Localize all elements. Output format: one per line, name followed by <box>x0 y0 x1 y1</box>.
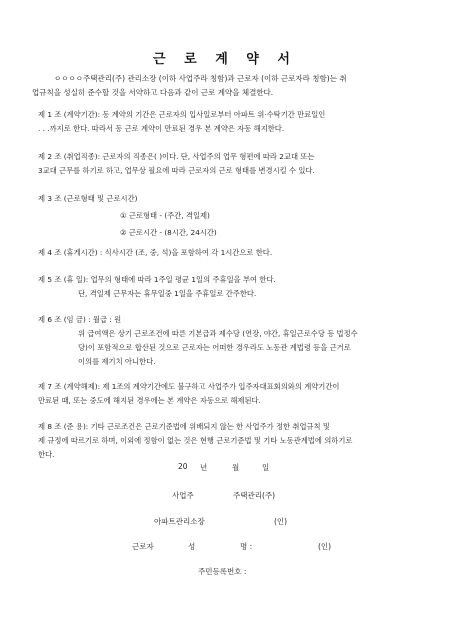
article-subline: 당)이 포함적으로 합산된 것으로 근로자는 어떠한 경우라도 노동관 계법령 등을 근거로 <box>78 343 351 352</box>
employer-value: 주택관리(주) <box>233 491 276 500</box>
article-subline: 위 급여액은 상기 근로조건에 따른 기본급과 제수당 (연장, 야간, 휴일근로수당 등 법정수 <box>78 329 358 338</box>
work-hours-option: ② 근로시간 - (8시간, 24시간) <box>120 228 217 237</box>
id-number-label: 주민등록번호 : <box>198 567 247 576</box>
date-day-unit: 일 <box>262 463 270 472</box>
article-5 <box>38 273 426 301</box>
article-7 <box>38 380 426 408</box>
article-subline: 단, 격일제 근무자는 휴무일중 1일을 주휴일로 간주한다. <box>78 289 257 298</box>
article-line: 제 6 조 (임 금) : 월급 : 원 <box>38 315 122 324</box>
article-line: 만료된 때, 또는 중도에 해지된 경우에는 본 계약은 자동으로 해제된다. <box>38 396 261 405</box>
article-8 <box>38 420 426 462</box>
date-month-unit: 월 <box>232 463 240 472</box>
article-line: 제 규정에 따르기로 하며, 이외에 정함이 없는 것은 현행 근로기준법 및 기타 노동관계법에 의하기로 <box>38 436 353 445</box>
worker-seal: (인) <box>318 542 332 551</box>
manager-seal: (인) <box>274 517 288 526</box>
article-3 <box>38 192 426 240</box>
article-subline: 이의를 제기치 아니한다. <box>78 357 156 366</box>
date-year-unit: 년 <box>200 463 208 472</box>
article-line: 제 3 조 (근로형태 및 근로시간) <box>38 194 138 203</box>
article-line: 제 1 조 (계약기간): 동 계약의 기간은 근로자의 입사일로부터 아파트 위·수탁기간 만료일인 <box>38 110 326 119</box>
article-2 <box>38 150 426 178</box>
work-type-option: ① 근로형태 - (주간, 격일제) <box>120 211 210 220</box>
worker-name-label-2: 명 : <box>240 542 253 551</box>
article-4 <box>38 246 426 260</box>
article-line: . . .까지로 한다. 따라서 동 근로 계약이 만료된 경우 본 계약은 자동 해지한다. <box>38 124 285 133</box>
intro-line: ㅇㅇㅇㅇ주택관리(주) 관리소장 (이하 사업주라 칭함)과 근로자 (이하 근로자라 칭함)는 취 <box>54 74 347 83</box>
article-1 <box>38 108 426 136</box>
article-line: 한다. <box>38 450 55 459</box>
article-line: 제 5 조 (휴 일): 업무의 형태에 따라 1주일 평균 1일의 주휴일을 부여 한다. <box>38 275 276 284</box>
intro-line: 업규칙을 성실히 준수할 것을 서약하고 다음과 같이 근로 계약을 체결한다. <box>32 88 274 97</box>
worker-name-label: 성 <box>188 542 196 551</box>
manager-label: 아파트관리소장 <box>154 517 205 526</box>
article-line: 제 2 조 (취업직종): 근로자의 직종은( )이다. 단, 사업주의 업무 형편에 따라 2교대 또는 <box>38 152 315 161</box>
date-year: 20 <box>178 462 188 471</box>
article-line: 3교대 근무를 하기로 하고, 업무상 필요에 따라 근로자의 근로 형태를 변경시킬 수 있다. <box>38 166 315 175</box>
article-line: 제 8 조 (준 용): 기타 근로조건은 근로기준법에 위배되지 않는 한 사업주가 정한 취업규칙 및 <box>38 422 330 431</box>
intro-paragraph <box>32 72 424 100</box>
worker-label: 근로자 <box>132 542 154 551</box>
article-line: 제 7 조 (계약해제): 제 1조의 계약기간에도 불구하고 사업주가 입주자대표회의와의 계약기간이 <box>38 382 340 391</box>
document-title: 근 로 계 약 서 <box>153 52 297 67</box>
article-6 <box>38 313 426 369</box>
article-line: 제 4 조 (휴게시간) : 식사시간 (조, 중, 석)을 포함하여 각 1시간으로 한다. <box>38 248 273 257</box>
employer-label: 사업주 <box>172 491 194 500</box>
